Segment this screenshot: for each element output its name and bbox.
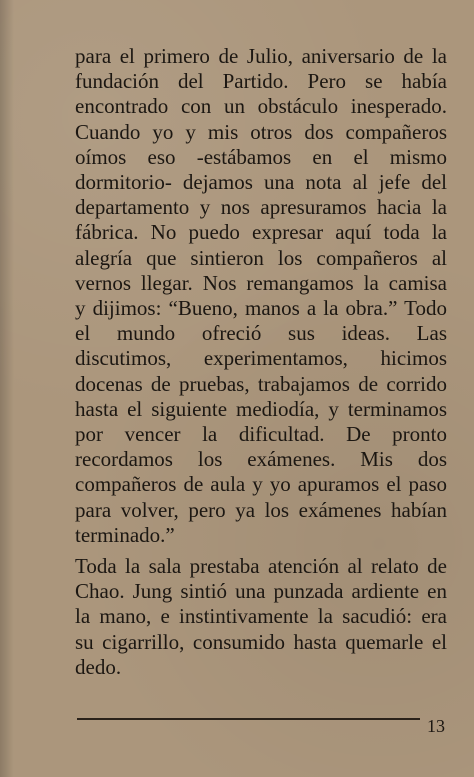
text-line: su cigarrillo, consumido hasta quemarle el (75, 629, 447, 654)
text-line: Cuando yo y mis otros dos compañeros (75, 119, 447, 144)
text-line: dormitorio- dejamos una nota al jefe del (75, 170, 447, 195)
text-line: compañeros de aula y yo apuramos el paso (75, 472, 447, 497)
text-line: para el primero de Julio, aniversario de la (75, 44, 447, 68)
text-line: departamento y nos apresuramos hacia la (75, 195, 447, 220)
text-line: fábrica. No puedo expresar aquí toda la (75, 220, 447, 245)
text-line: encontrado con un obstáculo inesperado. (75, 94, 447, 119)
text-line: vernos llegar. Nos remangamos la camisa (75, 270, 447, 295)
text-line: fundación del Partido. Pero se había (75, 69, 447, 94)
text-line: terminado.” (75, 522, 175, 547)
text-line: docenas de pruebas, trabajamos de corrido (75, 371, 447, 396)
text-line: Toda la sala prestaba atención al relato de (75, 554, 447, 579)
text-line: la mano, e instintivamente la sacudió: era (75, 604, 447, 629)
text-line: dedo. (75, 654, 122, 679)
text-line: recordamos los exámenes. Mis dos (75, 447, 447, 472)
footer-rule (77, 718, 420, 720)
text-line: y dijimos: “Bueno, manos a la obra.” Todo (75, 296, 447, 321)
text-line: hasta el siguiente mediodía, y terminamos (75, 396, 447, 421)
text-line: por vencer la dificultad. De pronto (75, 422, 447, 447)
paragraph-2 (75, 554, 447, 680)
paragraph-1 (75, 44, 447, 548)
text-line: el mundo ofreció sus ideas. Las (75, 321, 447, 346)
body-text (75, 44, 447, 680)
text-line: oímos eso -estábamos en el mismo (75, 144, 447, 169)
text-line: Chao. Jung sintió una punzada ardiente en (75, 579, 447, 604)
page-number: 13 (427, 716, 445, 736)
text-line: alegría que sintieron los compañeros al (75, 245, 447, 270)
text-line: para volver, pero ya los exámenes habían (75, 497, 447, 522)
text-line: discutimos, experimentamos, hicimos (75, 346, 447, 371)
